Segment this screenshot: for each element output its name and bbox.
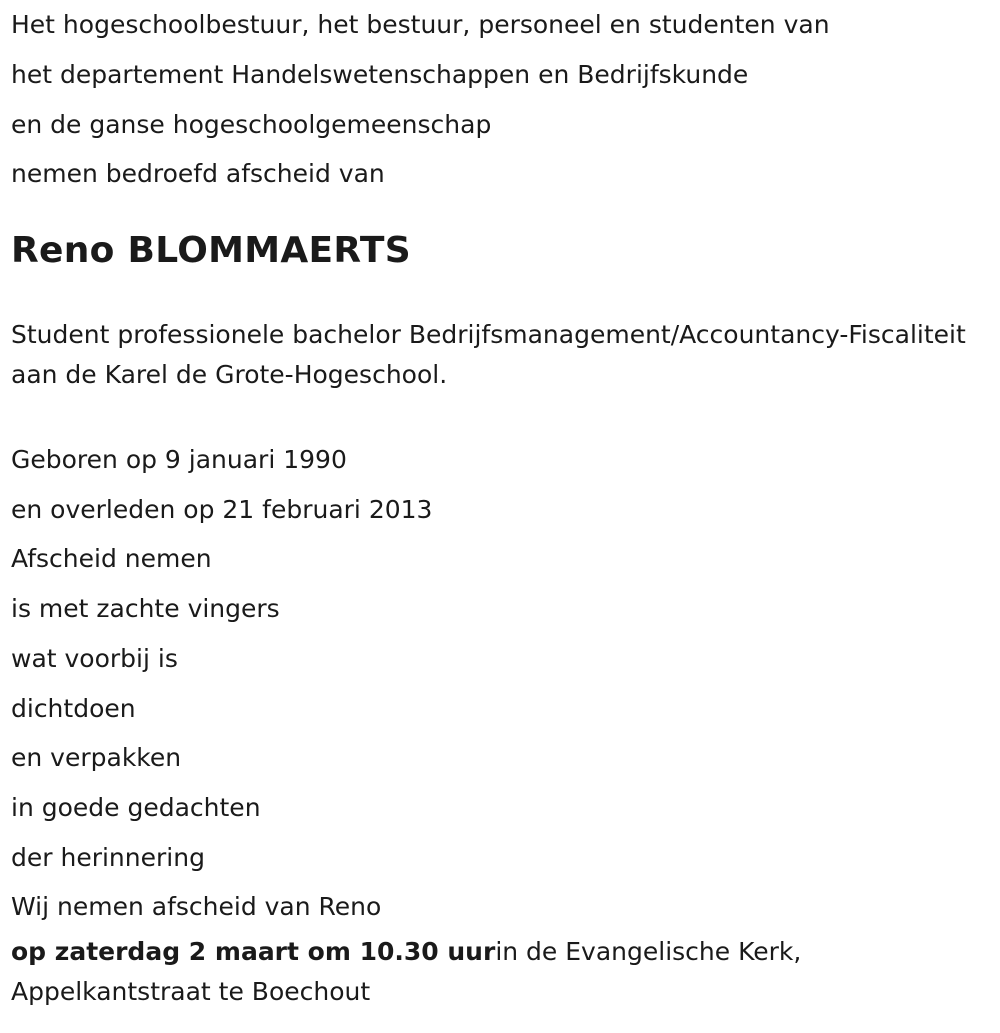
service-info — [11, 932, 986, 1012]
service-location: in de Evangelische Kerk, Appelkantstraat te Boechout — [11, 936, 802, 1006]
poem-line: dichtdoen — [11, 693, 136, 723]
dates-block — [11, 435, 986, 534]
poem-line: Wij nemen afscheid van Reno — [11, 892, 382, 922]
date-line: en overleden op 21 februari 2013 — [11, 494, 433, 524]
poem-line: in goede gedachten — [11, 792, 261, 822]
poem-line: en verpakken — [11, 743, 182, 773]
poem-block — [11, 534, 986, 932]
intro-line: het departement Handelswetenschappen en Bedrijfskunde — [11, 60, 749, 89]
spacer — [11, 395, 986, 435]
date-line: Geboren op 9 januari 1990 — [11, 445, 347, 475]
poem-line: Afscheid nemen — [11, 544, 212, 574]
poem-line: is met zachte vingers — [11, 594, 280, 624]
service-date-time: op zaterdag 2 maart om 10.30 uur — [11, 936, 496, 966]
deceased-name: Reno BLOMMAERTS — [11, 230, 411, 272]
intro-block — [11, 0, 986, 199]
intro-line: en de ganse hogeschoolgemeenschap — [11, 109, 492, 139]
description: Student professionele bachelor Bedrijfsmanagement/Accountancy-Fiscaliteit aan de Karel de Grote-Hogeschool. — [11, 320, 966, 390]
poem-line: der herinnering — [11, 842, 205, 872]
poem-line: wat voorbij is — [11, 643, 178, 673]
intro-line: Het hogeschoolbestuur, het bestuur, personeel en studenten van — [11, 10, 830, 39]
intro-line: nemen bedroefd afscheid van — [11, 159, 385, 189]
